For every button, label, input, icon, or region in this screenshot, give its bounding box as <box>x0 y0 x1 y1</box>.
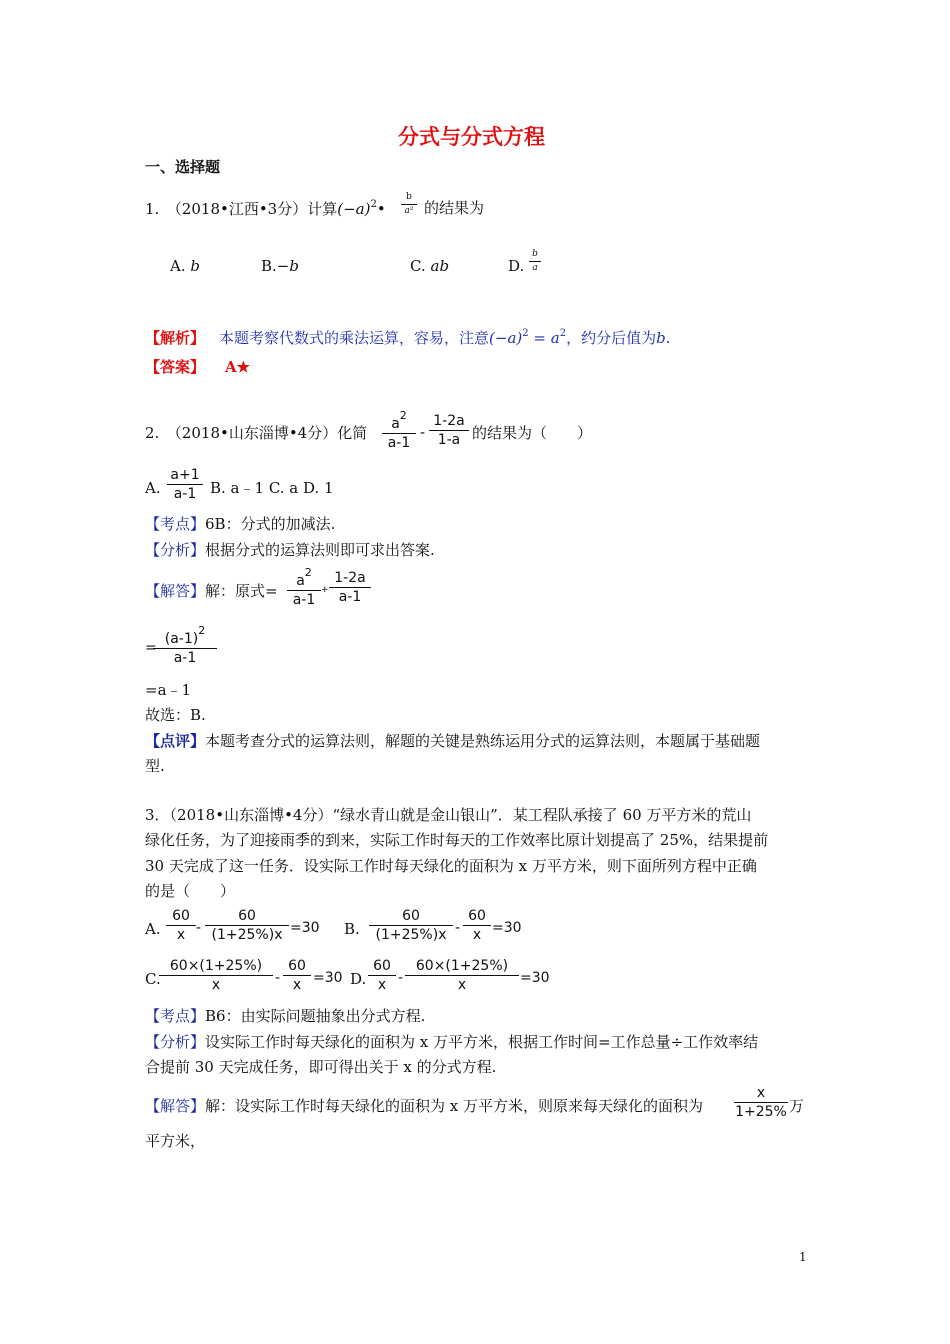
q3-option-b-label: B. <box>344 920 360 938</box>
q2-step1-fraction-2: 1-2a a-1 <box>329 571 371 604</box>
q1-dot: • <box>376 200 386 218</box>
q1-option-d-fraction: b a <box>529 250 541 273</box>
q3-option-b-tail: =30 <box>492 920 522 936</box>
q1-option-b: B.−b <box>261 257 299 275</box>
q3-option-c-fraction-2: 60 x <box>283 959 311 992</box>
q2-minus: - <box>420 425 426 441</box>
q3-option-a-label: A. <box>145 920 161 938</box>
q3-option-d-fraction-2: 60×(1+25%) x <box>405 959 519 992</box>
q3-fenxi: 【分析】设实际工作时每天绿化的面积为 x 万平方米，根据工作时间=工作总量÷工作效率结 <box>145 1033 759 1051</box>
q2-option-a-label: A. <box>145 479 161 497</box>
q3-option-d-minus: - <box>398 970 404 986</box>
q2-jieda: 【解答】解：原式= <box>145 582 278 600</box>
q3-option-b-fraction-2: 60 x <box>463 909 491 942</box>
q3-option-d-fraction-1: 60 x <box>368 959 396 992</box>
q3-fenxi-cont: 合提前 30 天完成任务，即可得出关于 x 的分式方程. <box>145 1058 497 1076</box>
q3-jieda-tail: 万 <box>789 1097 805 1115</box>
page-title: 分式与分式方程 <box>398 124 545 149</box>
page-number: 1 <box>799 1250 807 1264</box>
q3-stem-line3: 30 天完成了这一任务．设实际工作时每天绿化的面积为 x 万平方米，则下面所列方程中正确 <box>145 857 757 875</box>
q3-stem-line1: 3．（2018•山东淄博•4分）“绿水青山就是金山银山”．某工程队承接了 60 万平方米的荒山 <box>145 806 752 824</box>
q2-dianping: 【点评】本题考查分式的运算法则，解题的关键是熟练运用分式的运算法则，本题属于基础题 <box>145 732 761 750</box>
q3-option-d-tail: =30 <box>520 970 550 986</box>
answer-value: A★ <box>225 358 251 376</box>
q1-expr-exp: 2 <box>370 199 377 210</box>
q3-option-c-label: C. <box>145 970 161 988</box>
q2-fraction-2: 1-2a 1-a <box>429 414 469 447</box>
q2-step1-fraction-1: $a^2$ a-1 <box>287 567 321 607</box>
q3-kaodian: 【考点】B6：由实际问题抽象出分式方程. <box>145 1007 426 1025</box>
q2-options-rest: B. a﹣1 C. a D. 1 <box>210 479 334 497</box>
q1-frac-den: a² <box>404 206 414 216</box>
q3-option-a-minus: - <box>196 920 202 936</box>
q1-option-c: C. ab <box>410 257 450 275</box>
q2-choice: 故选：B. <box>145 706 206 724</box>
q1-stem <box>145 199 386 218</box>
q2-option-a-fraction: a+1 a-1 <box>167 468 203 501</box>
q3-option-b-fraction-1: 60 (1+25%)x <box>369 909 453 942</box>
q2-fenxi: 【分析】根据分式的运算法则即可求出答案. <box>145 541 435 559</box>
q1-expr-base: (−a) <box>337 200 371 218</box>
q2-stem-prefix: 2. （2018•山东淄博•4分）化简 <box>145 424 368 442</box>
q3-option-c-minus: - <box>275 970 281 986</box>
q1-answer <box>145 358 250 376</box>
q1-frac-num: b <box>406 192 412 202</box>
q1-analysis: 【解析】 本题考察代数式的乘法运算，容易，注意$(-a)^2 = a^2$，约分后值为b. <box>145 328 671 347</box>
q3-option-c-tail: =30 <box>313 970 343 986</box>
section-heading: 一、选择题 <box>145 158 221 176</box>
q3-jieda: 【解答】解：设实际工作时每天绿化的面积为 x 万平方米，则原来每天绿化的面积为 <box>145 1097 704 1115</box>
q3-option-c-fraction-1: 60×(1+25%) x <box>159 959 273 992</box>
q1-option-a: A. b <box>170 257 200 275</box>
q2-kaodian: 【考点】6B：分式的加减法. <box>145 515 336 533</box>
q2-dianping-cont: 型. <box>145 757 165 775</box>
q3-option-b-minus: - <box>455 920 461 936</box>
q2-fraction-1: $a^2$ a-1 <box>382 410 416 450</box>
q1-fraction <box>401 193 417 216</box>
analysis-tag: 【解析】 <box>145 329 206 347</box>
answer-tag: 【答案】 <box>145 358 206 376</box>
q3-option-a-tail: =30 <box>290 920 320 936</box>
q2-plus: + <box>321 585 329 595</box>
q1-stem-suffix: 的结果为 <box>424 199 485 217</box>
q3-stem-line2: 绿化任务，为了迎接雨季的到来，实际工作时每天的工作效率比原计划提高了 25%，结果提前 <box>145 831 769 849</box>
q2-step2-eq: = <box>145 640 157 656</box>
q3-jieda-cont: 平方米， <box>145 1132 206 1150</box>
q3-jieda-fraction: x 1+25% <box>735 1085 787 1120</box>
q1-option-d-label: D. <box>508 257 525 275</box>
q3-option-a-fraction-2: 60 (1+25%)x <box>205 909 289 942</box>
q1-stem-prefix: 1. （2018•江西•3分）计算 <box>145 200 338 218</box>
q3-stem-line4: 的是（ ） <box>145 882 236 900</box>
q2-step2-fraction: $(a-1)^2$ a-1 <box>153 625 217 665</box>
q2-step3: =a﹣1 <box>145 681 192 699</box>
q3-option-a-fraction-1: 60 x <box>166 909 196 942</box>
q3-option-d-label: D. <box>350 970 367 988</box>
q2-stem-suffix: 的结果为（ ） <box>472 424 593 442</box>
